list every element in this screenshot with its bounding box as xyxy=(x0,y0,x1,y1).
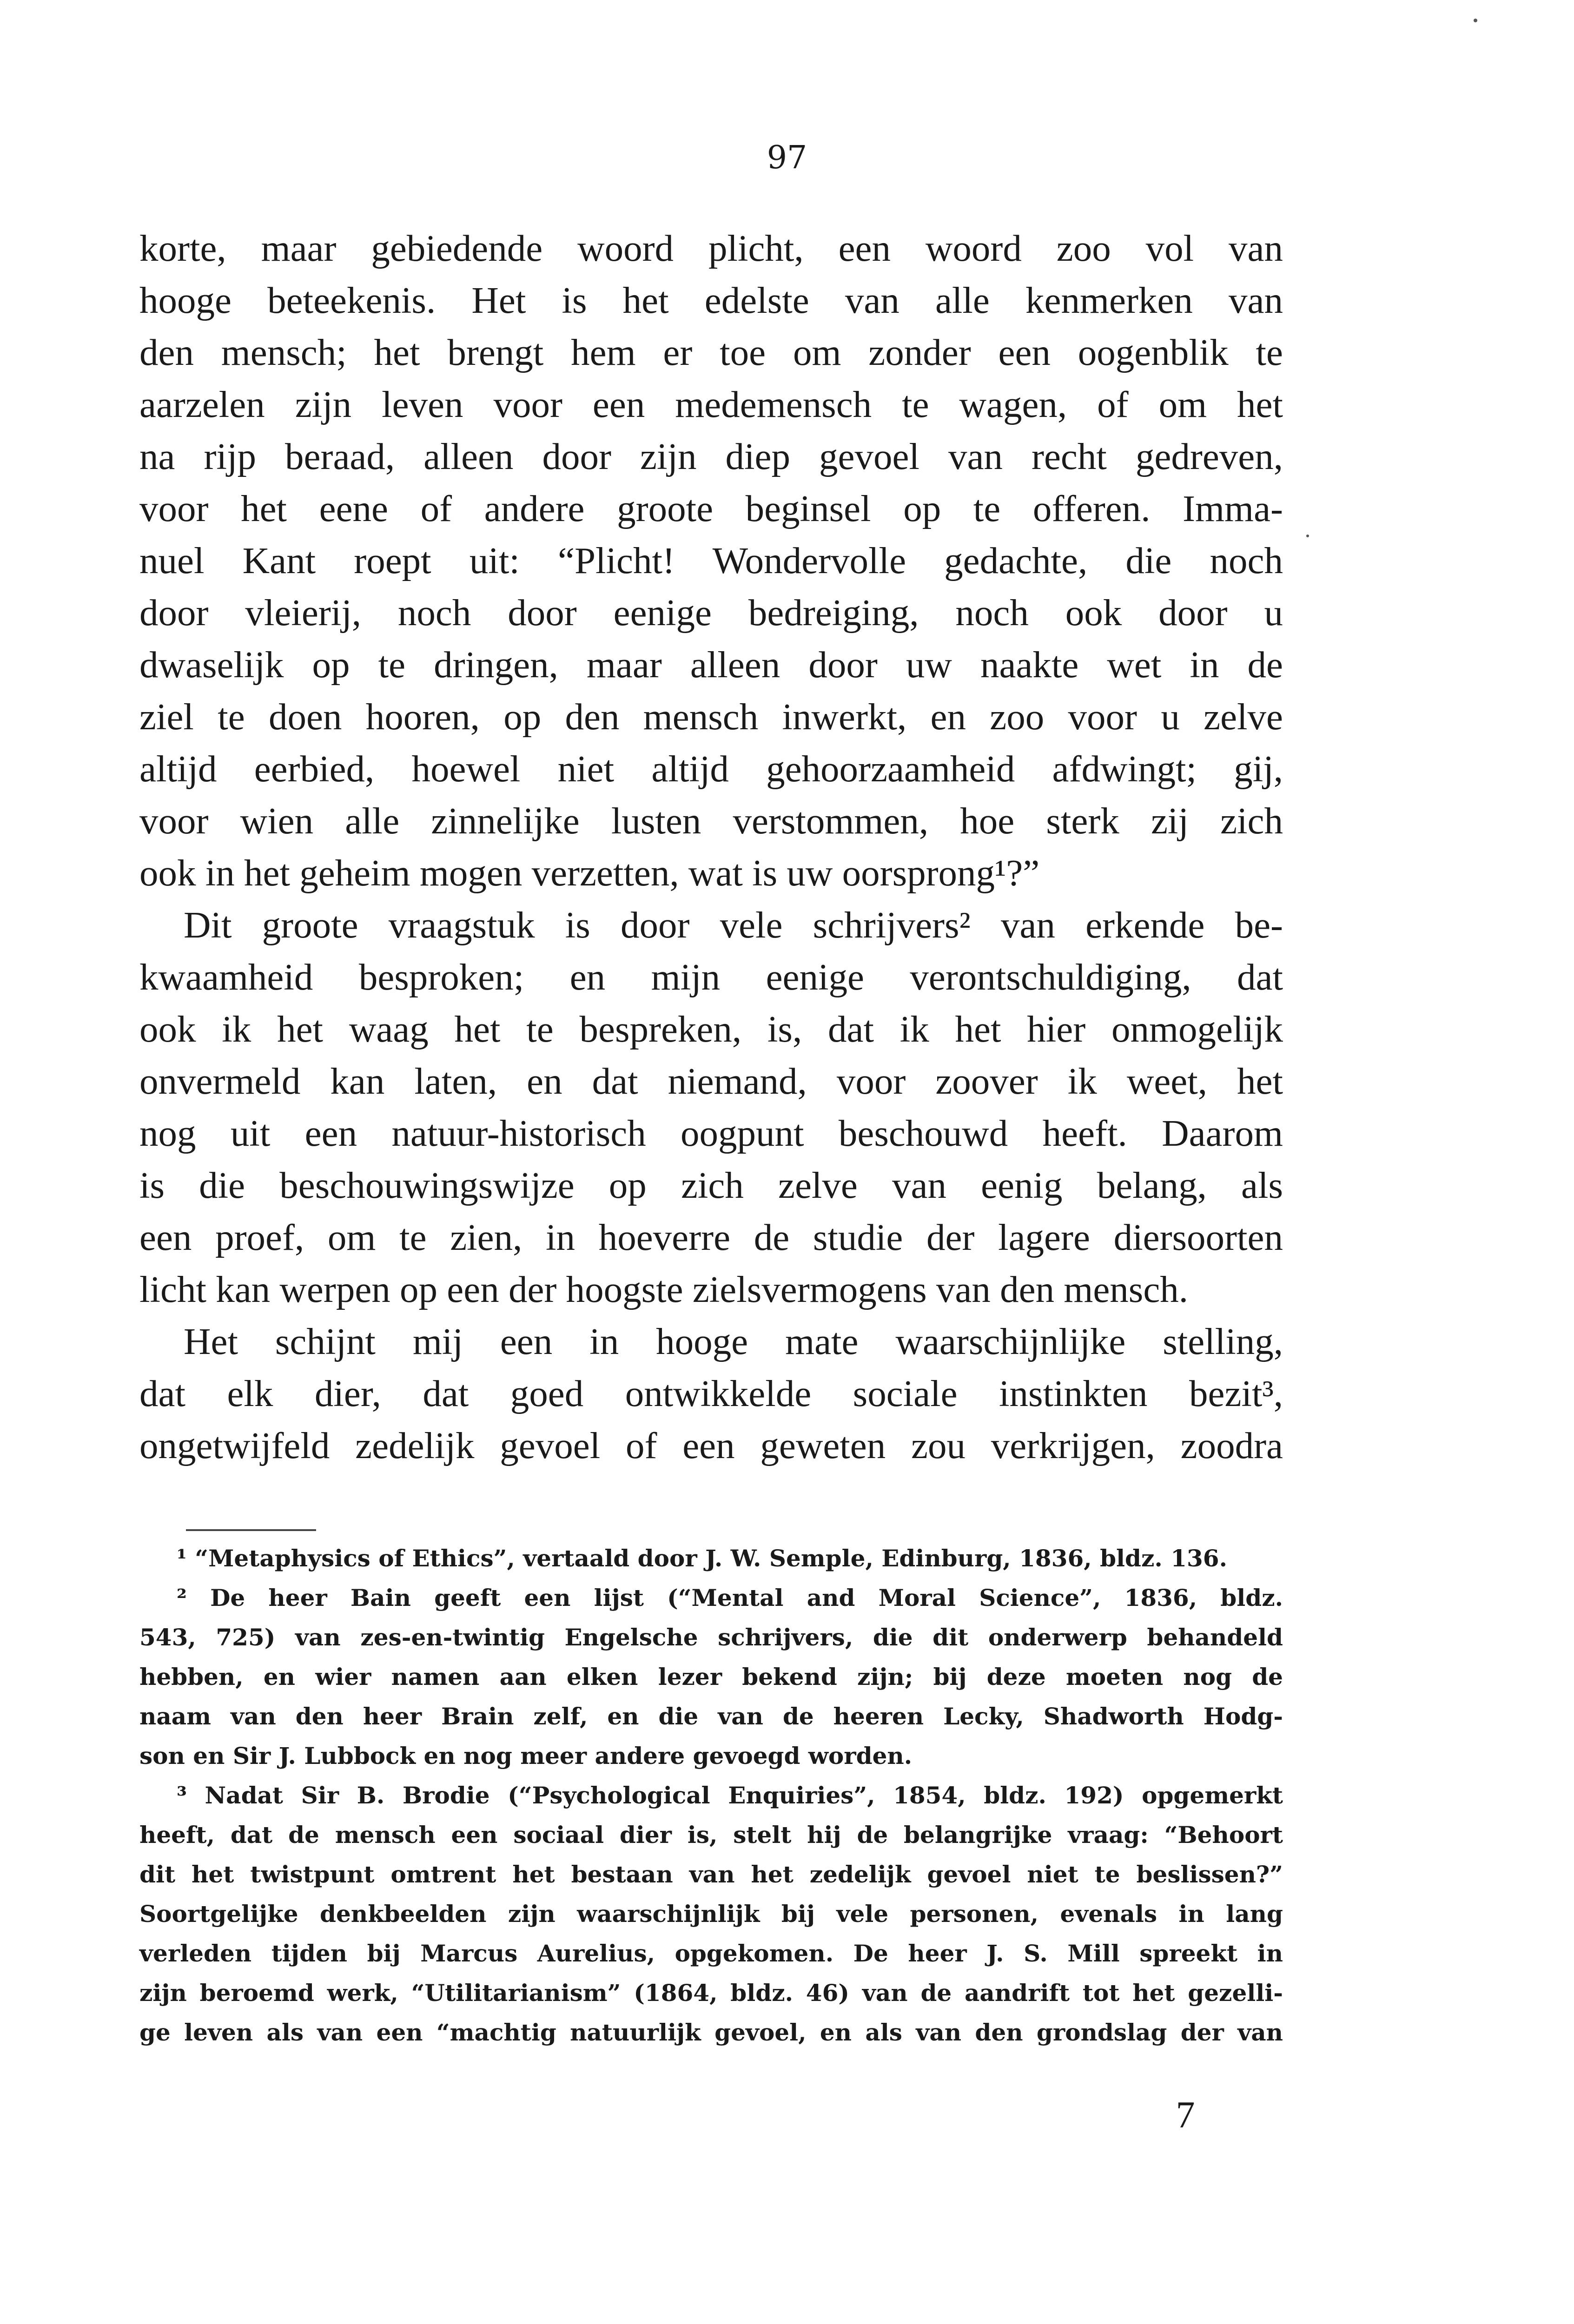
text-line: dat elk dier, dat goed ontwikkelde sociale instinkten bezit³, xyxy=(139,1373,1283,1414)
footnote-line: son en Sir J. Lubbock en nog meer andere gevoegd worden. xyxy=(139,1742,913,1769)
text-line: ziel te doen hooren, op den mensch inwerkt, en zoo voor u zelve xyxy=(139,696,1283,738)
text-line: kwaamheid besproken; en mijn eenige verontschuldiging, dat xyxy=(139,956,1283,998)
text-line: een proef, om te zien, in hoeverre de studie der lagere diersoorten xyxy=(139,1216,1283,1258)
footnote-line: ² De heer Bain geeft een lijst (“Mental and Moral Science”, 1836, bldz. xyxy=(177,1584,1283,1611)
text-line: altijd eerbied, hoewel niet altijd gehoorzaamheid afdwingt; gij, xyxy=(139,748,1283,790)
footnote-line: verleden tijden bij Marcus Aurelius, opgekomen. De heer J. S. Mill spreekt in xyxy=(139,1940,1283,1967)
footnote-line: 543, 725) van zes-en-twintig Engelsche schrijvers, die dit onderwerp behandeld xyxy=(139,1624,1283,1651)
text-line: ook ik het waag het te bespreken, is, dat ik het hier onmogelijk xyxy=(139,1008,1283,1050)
text-line: voor wien alle zinnelijke lusten verstommen, hoe sterk zij zich xyxy=(139,800,1283,842)
paper-speck xyxy=(1474,19,1477,22)
footnote-line: ge leven als van een “machtig natuurlijk gevoel, en als van den grondslag der van xyxy=(139,2019,1283,2046)
text-line: korte, maar gebiedende woord plicht, een woord zoo vol van xyxy=(139,227,1283,269)
text-line: den mensch; het brengt hem er toe om zonder een oogenblik te xyxy=(139,331,1283,373)
text-line: aarzelen zijn leven voor een medemensch te wagen, of om het xyxy=(139,383,1283,425)
text-line: ook in het geheim mogen verzetten, wat is uw oorsprong¹?” xyxy=(139,852,1040,894)
text-line: nuel Kant roept uit: “Plicht! Wondervolle gedachte, die noch xyxy=(139,540,1283,581)
footnotes xyxy=(139,1538,1283,2052)
text-line: door vleierij, noch door eenige bedreiging, noch ook door u xyxy=(139,592,1283,634)
footnote-line: zijn beroemd werk, “Utilitarianism” (1864, bldz. 46) van de aandrift tot het gezelli- xyxy=(139,1979,1283,2007)
text-line: ongetwijfeld zedelijk gevoel of een geweten zou verkrijgen, zoodra xyxy=(139,1425,1283,1466)
signature-mark: 7 xyxy=(1176,2093,1195,2136)
text-line: dwaselijk op te dringen, maar alleen door uw naakte wet in de xyxy=(139,644,1283,686)
text-line: licht kan werpen op een der hoogste zielsvermogens van den mensch. xyxy=(139,1268,1189,1310)
footnote-line: ³ Nadat Sir B. Brodie (“Psychological Enquiries”, 1854, bldz. 192) opgemerkt xyxy=(177,1782,1283,1809)
text-line: onvermeld kan laten, en dat niemand, voor zoover ik weet, het xyxy=(139,1060,1283,1102)
text-line: Het schijnt mij een in hooge mate waarschijnlijke stelling, xyxy=(184,1320,1283,1362)
text-line: nog uit een natuur-historisch oogpunt beschouwd heeft. Daarom xyxy=(139,1112,1283,1154)
text-line: Dit groote vraagstuk is door vele schrijvers² van erkende be- xyxy=(184,904,1283,946)
paper-speck xyxy=(1306,535,1309,537)
footnote-line: naam van den heer Brain zelf, en die van de heeren Lecky, Shadworth Hodg- xyxy=(139,1703,1283,1730)
footnote-divider xyxy=(186,1529,316,1531)
footnote-line: Soortgelijke denkbeelden zijn waarschijnlijk bij vele personen, evenals in lang xyxy=(139,1900,1283,1928)
footnote-line: ¹ “Metaphysics of Ethics”, vertaald door J. W. Semple, Edinburg, 1836, bldz. 136. xyxy=(177,1545,1227,1572)
text-line: na rijp beraad, alleen door zijn diep gevoel van recht gedreven, xyxy=(139,436,1283,477)
footnote-line: heeft, dat de mensch een sociaal dier is, stelt hij de belangrijke vraag: “Behoort xyxy=(139,1821,1283,1849)
text-line: hooge beteekenis. Het is het edelste van alle kenmerken van xyxy=(139,279,1283,321)
text-line: is die beschouwingswijze op zich zelve van eenig belang, als xyxy=(139,1164,1283,1206)
page-number: 97 xyxy=(767,139,807,176)
text-line: voor het eene of andere groote beginsel op te offeren. Imma- xyxy=(139,488,1283,529)
footnote-line: dit het twistpunt omtrent het bestaan van het zedelijk gevoel niet te beslissen?” xyxy=(139,1861,1283,1888)
main-text xyxy=(139,222,1283,1472)
footnote-line: hebben, en wier namen aan elken lezer bekend zijn; bij deze moeten nog de xyxy=(139,1663,1283,1690)
